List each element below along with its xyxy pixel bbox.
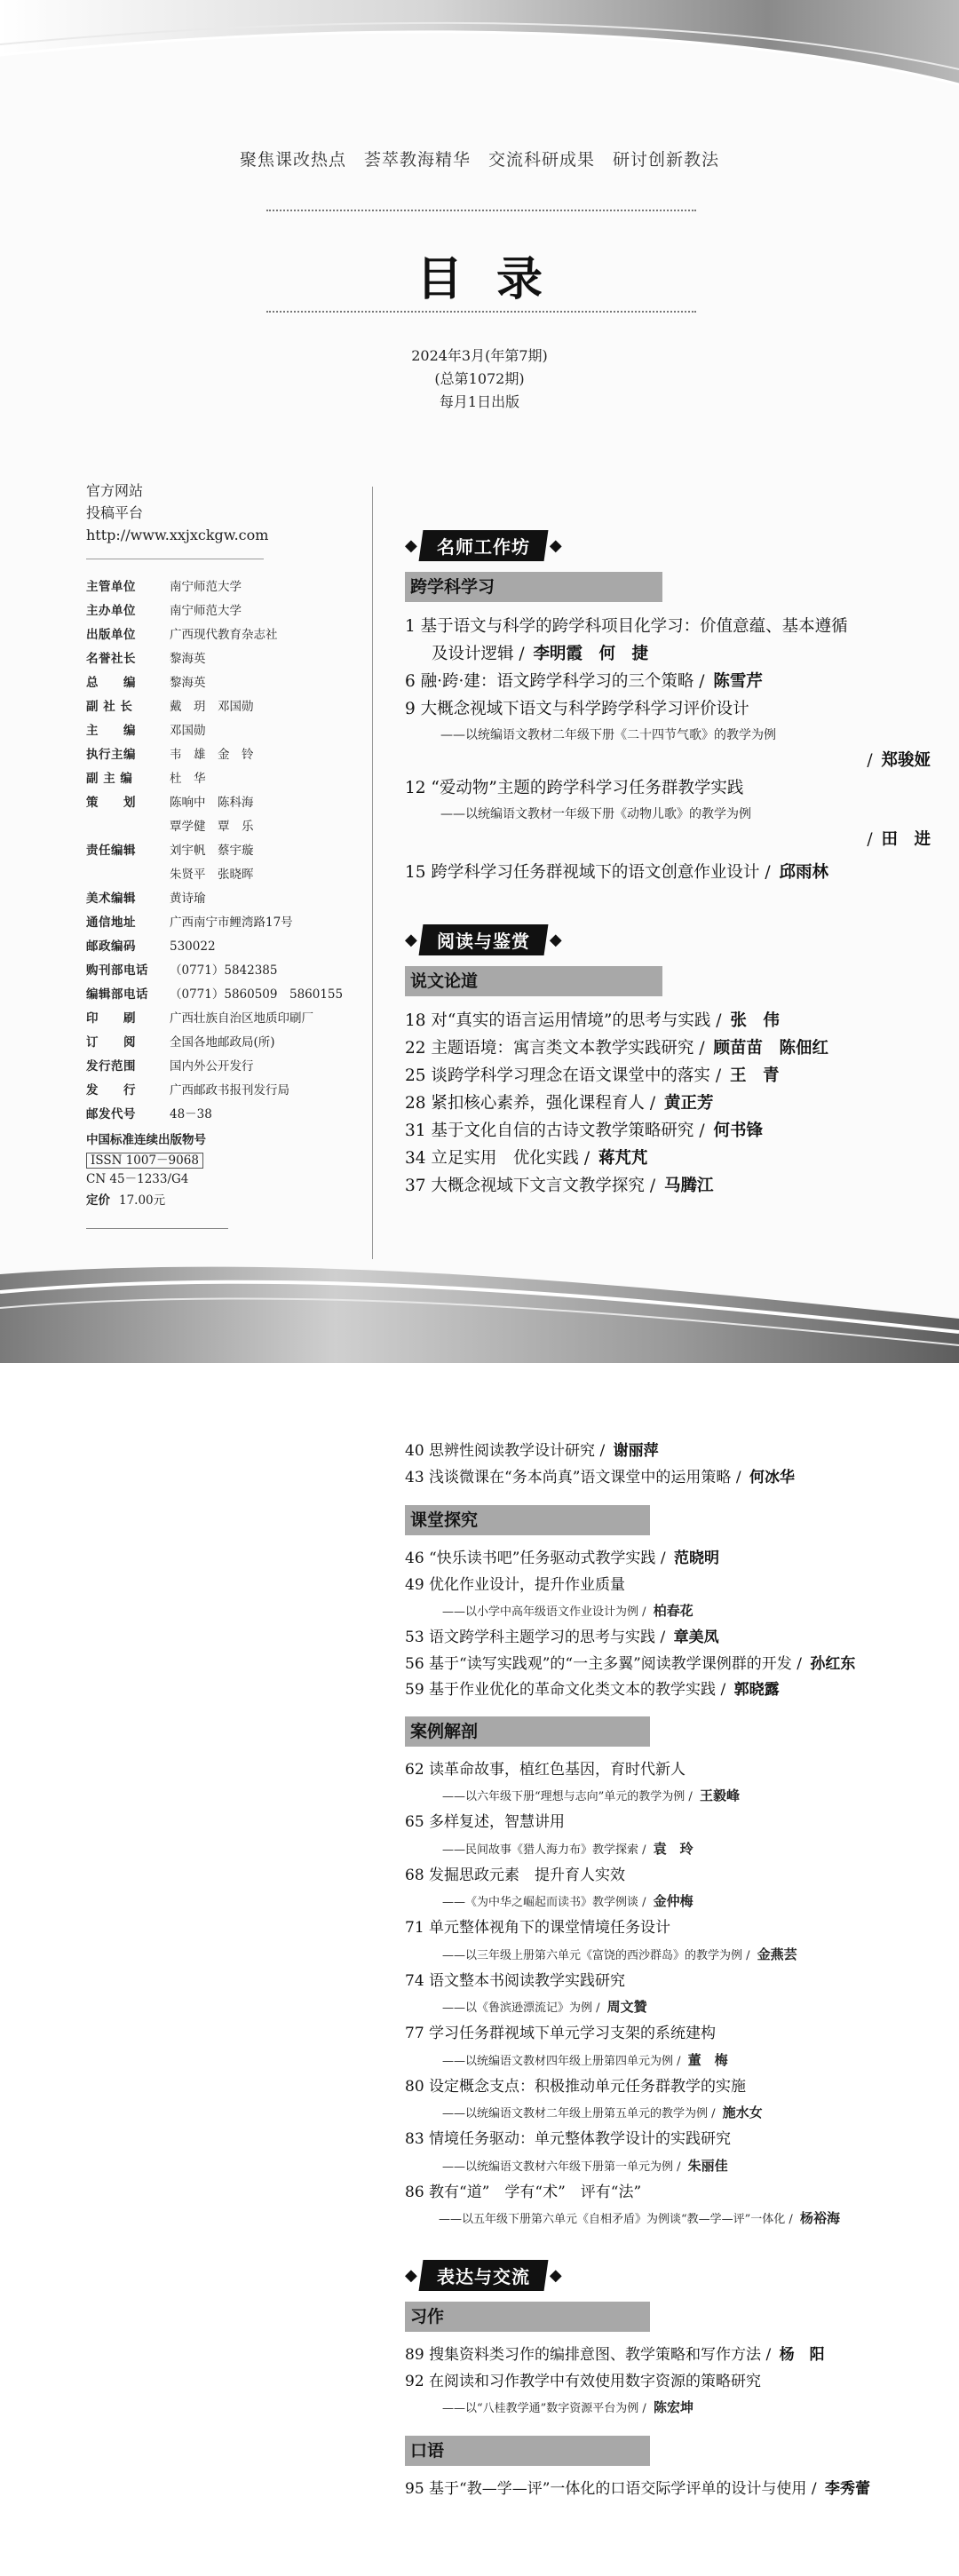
entry-title: 80 设定概念支点：积极推动单元任务群教学的实施 (405, 2077, 747, 2096)
toc-entry[interactable]: 22 主题语境：寓言类文本教学实践研究 / 顾苗苗 陈佃红 (405, 1039, 828, 1058)
masthead-rows (86, 575, 353, 1127)
masthead-row (86, 623, 353, 647)
diamond-icon: ◆ (405, 2265, 417, 2285)
toc-entry[interactable]: 6 融·跨·建：语文跨学科学习的三个策略 / 陈雪芹 (405, 672, 763, 691)
row-value: 邓国勋 (170, 724, 206, 738)
subsection-bar: 课堂探究 (405, 1505, 650, 1535)
diamond-icon: ◆ (405, 535, 417, 555)
issue-info (0, 345, 959, 414)
top-swoosh-decoration (0, 0, 959, 98)
row-key: 邮发代号 (86, 1107, 136, 1122)
entry-subtitle: ——以统编语文教材二年级下册《二十四节气歌》的教学为例 (440, 728, 776, 742)
toc-entry[interactable]: 15 跨学科学习任务群视域下的语文创意作业设计 / 邱雨林 (405, 863, 828, 882)
row-value: 南宁师范大学 (170, 580, 242, 594)
toc-entry[interactable] (405, 2369, 947, 2422)
entry-title: 71 单元整体视角下的课堂情境任务设计 (405, 1919, 671, 1937)
entry-title: 31 基于文化自信的古诗文教学策略研究 (405, 1122, 694, 1140)
masthead-row (86, 647, 353, 671)
row-key: 主 编 (86, 724, 136, 738)
column-banner (405, 923, 947, 955)
row-key: 副 主 编 (86, 772, 133, 786)
toc-entry[interactable]: 31 基于文化自信的古诗文教学策略研究 / 何书锋 (405, 1122, 763, 1140)
toc-entry[interactable] (405, 1573, 947, 1626)
entry-author: 周文贊 (606, 1999, 647, 2015)
masthead-row (86, 1031, 353, 1055)
entry-title: 65 多样复述，智慧讲用 (405, 1813, 566, 1831)
issue-schedule: 每月1日出版 (439, 393, 520, 410)
entry-author: 邱雨林 (779, 863, 828, 882)
divider (266, 311, 696, 313)
entry-title: 77 学习任务群视域下单元学习支架的系统建构 (405, 2025, 717, 2042)
entry-author: 柏春花 (653, 1603, 693, 1619)
masthead-row (86, 815, 353, 839)
entry-title-cont: 及设计逻辑 / 李明霞 何 捷 (432, 645, 649, 663)
column-banner (405, 529, 947, 561)
entry-author: 何书锋 (713, 1122, 763, 1140)
entry-subtitle: ——以六年级下册“理想与志向”单元的教学为例 / 王毅峰 (442, 1787, 740, 1803)
entry-author: 袁 玲 (653, 1840, 693, 1857)
entry-title: 62 读革命故事，植红色基因，育时代新人 (405, 1760, 686, 1779)
toc-entry[interactable] (405, 695, 947, 774)
toc-entry[interactable] (405, 1757, 947, 1811)
toc-entry[interactable] (405, 774, 947, 853)
diamond-icon: ◆ (549, 535, 562, 555)
toc-entry[interactable]: 37 大概念视域下文言文教学探究 / 马腾江 (405, 1177, 714, 1195)
entry-subtitle: ——以统编语文教材六年级下册第一单元为例 / 朱丽佳 (442, 2157, 728, 2174)
toc-entry[interactable]: 43 浅谈微课在“务本尚真”语文课堂中的运用策略 / 何冰华 (405, 1468, 795, 1486)
entry-author: 何冰华 (749, 1468, 795, 1486)
entry-author: 顾苗苗 陈佃红 (713, 1039, 828, 1058)
entry-author: 孙红东 (810, 1654, 856, 1673)
masthead-row (86, 1055, 353, 1079)
subsection-bar: 口语 (405, 2436, 650, 2466)
row-key: 购刊部电话 (86, 963, 148, 978)
row-value: 广西邮政书报刊发行局 (170, 1083, 289, 1098)
issn-number: ISSN 1007－9068 (86, 1153, 203, 1169)
entry-title: 53 语文跨学科主题学习的思考与实践 (405, 1629, 656, 1646)
row-key: 订 阅 (86, 1035, 136, 1050)
toc-entry[interactable] (405, 1810, 947, 1863)
diamond-icon: ◆ (405, 930, 417, 949)
entry-title: 18 对“真实的语言运用情境”的思考与实践 (405, 1011, 711, 1030)
toc-entry[interactable]: 40 思辨性阅读教学设计研究 / 谢丽萍 (405, 1442, 659, 1460)
entry-title: 46 “快乐读书吧”任务驱动式教学实践 (405, 1550, 656, 1567)
row-key: 执行主编 (86, 748, 136, 762)
row-value: 陈响中 陈科海 (170, 796, 254, 810)
row-value: 南宁师范大学 (170, 604, 242, 618)
entry-author: 李秀蕾 (824, 2480, 870, 2498)
price-label: 定价 (86, 1193, 110, 1208)
subsection-bar: 习作 (405, 2302, 650, 2332)
slogan: 聚焦课改热点 荟萃教海精华 交流科研成果 研讨创新教法 (239, 150, 719, 170)
toc-entry[interactable]: 34 立足实用 优化实践 / 蒋芃芃 (405, 1149, 648, 1168)
entry-author: 金燕芸 (757, 1946, 797, 1962)
subsection-bar: 说文论道 (405, 966, 662, 996)
entry-title: 25 谈跨学科学习理念在语文课堂中的落实 (405, 1066, 710, 1085)
toc-entry[interactable] (405, 1915, 947, 1969)
toc-entry[interactable]: 89 搜集资料类习作的编排意图、教学策略和写作方法 / 杨 阳 (405, 2346, 825, 2364)
toc-entry[interactable] (405, 2180, 947, 2233)
row-value: 刘宇帆 蔡宇璇 (170, 844, 254, 858)
row-value: 530022 (170, 939, 216, 954)
entry-title: 89 搜集资料类习作的编排意图、教学策略和写作方法 (405, 2346, 762, 2364)
issue-total: (总第1072期) (434, 370, 525, 387)
cn-number: CN 45－1233/G4 (86, 1172, 189, 1186)
page-title: 目录 (416, 252, 576, 306)
masthead-row (86, 1007, 353, 1031)
toc-entry[interactable]: 28 紧扣核心素养，强化课程育人 / 黄正芳 (405, 1094, 714, 1113)
row-key (86, 815, 170, 839)
row-key: 发行范围 (86, 1059, 136, 1074)
masthead-row (86, 935, 353, 959)
entry-title: 12 “爱动物”主题的跨学科学习任务群教学实践 (405, 779, 744, 797)
entry-author: 董 梅 (687, 2051, 728, 2068)
banner-label: 阅读与鉴赏 (436, 930, 530, 952)
row-key: 总 编 (86, 676, 136, 690)
row-key: 主办单位 (86, 604, 136, 618)
row-key (86, 863, 170, 887)
entry-subtitle: ——以《鲁滨逊漂流记》为例 / 周文贊 (442, 1999, 647, 2015)
masthead-row (86, 695, 353, 719)
row-key: 出版单位 (86, 628, 136, 642)
entry-author: 陈雪芹 (713, 672, 763, 691)
banner-ribbon (418, 530, 548, 561)
entry-author: 郭晓露 (733, 1681, 780, 1699)
row-key: 策 划 (86, 796, 136, 810)
masthead-row (86, 887, 353, 911)
price-value: 17.00元 (119, 1193, 166, 1208)
entry-title: 37 大概念视域下文言文教学探究 (405, 1177, 645, 1195)
entry-title: 92 在阅读和习作教学中有效使用数字资源的策略研究 (405, 2372, 762, 2390)
masthead-sidebar (86, 480, 353, 1229)
row-key: 美术编辑 (86, 892, 136, 906)
entry-author: 张 伟 (730, 1011, 780, 1030)
toc-entry[interactable] (405, 1969, 947, 2022)
divider (86, 1228, 228, 1229)
column-divider (372, 487, 373, 1259)
masthead-row (86, 1079, 353, 1103)
masthead-row (86, 575, 353, 599)
entry-subtitle: ——民间故事《猎人海力布》教学探索 / 袁 玲 (442, 1840, 693, 1857)
entry-subtitle: ——以统编语文教材一年级下册《动物儿歌》的教学为例 (440, 807, 751, 821)
entry-subtitle: ——《为中华之崛起而读书》教学例谈 / 金仲梅 (442, 1893, 693, 1909)
entry-title: 28 紧扣核心素养，强化课程育人 (405, 1094, 645, 1113)
entry-author: 朱丽佳 (687, 2157, 728, 2174)
toc-entry[interactable]: 56 基于“读写实践观”的“一主多翼”阅读教学课例群的开发 / 孙红东 (405, 1654, 856, 1673)
masthead-row (86, 911, 353, 935)
entry-title: 86 教有“道” 学有“术” 评有“法” (405, 2183, 642, 2201)
masthead-row (86, 671, 353, 695)
row-value: （0771）5860509 5860155 (170, 987, 344, 1002)
toc-column (405, 1439, 947, 2503)
subsection-bar: 案例解剖 (405, 1716, 650, 1747)
entry-subtitle: ——以小学中高年级语文作业设计为例 / 柏春花 (442, 1603, 693, 1619)
issue-date: 2024年3月(年第7期) (411, 347, 548, 364)
banner-ribbon (418, 924, 548, 955)
row-key: 副 社 长 (86, 700, 133, 714)
toc-entry[interactable] (405, 613, 947, 668)
entry-title: 40 思辨性阅读教学设计研究 (405, 1442, 596, 1460)
price (86, 1189, 353, 1212)
toc-entry[interactable] (405, 1863, 947, 1916)
row-key: 主管单位 (86, 580, 136, 594)
toc-entry[interactable]: 53 语文跨学科主题学习的思考与实践 / 章美凤 (405, 1629, 719, 1646)
row-key: 编辑部电话 (86, 987, 148, 1002)
toc-entry[interactable]: 59 基于作业优化的革命文化类文本的教学实践 / 郭晓露 (405, 1681, 780, 1699)
masthead-row (86, 863, 353, 887)
divider (266, 210, 696, 211)
toc-entry[interactable]: 25 谈跨学科学习理念在语文课堂中的落实 / 王 青 (405, 1066, 780, 1085)
entry-subtitle: ——以统编语文教材二年级上册第五单元的教学为例 / 施水女 (442, 2104, 763, 2120)
masthead-row (86, 1103, 353, 1127)
entry-author: 蒋芃芃 (598, 1149, 648, 1168)
masthead-row (86, 839, 353, 863)
row-key: 印 刷 (86, 1011, 136, 1026)
row-value: 韦 雄 金 铃 (170, 748, 254, 762)
entry-author: 田 进 (881, 830, 931, 849)
row-key: 名誉社长 (86, 652, 136, 666)
entry-author: 陈宏坤 (653, 2399, 693, 2415)
diamond-icon: ◆ (549, 930, 562, 949)
entry-title: 74 语文整本书阅读教学实践研究 (405, 1971, 626, 1990)
entry-subtitle: ——以“八桂教学通”数字资源平台为例 / 陈宏坤 (442, 2399, 693, 2415)
toc-column (405, 529, 947, 1200)
row-value: 黄诗瑜 (170, 892, 206, 906)
row-value: 覃学健 覃 乐 (170, 820, 254, 834)
row-value: 戴 玥 邓国勋 (170, 700, 254, 714)
row-value: 全国各地邮政局(所) (170, 1035, 275, 1050)
masthead-row (86, 791, 353, 815)
row-value: 广西南宁市鲤湾路17号 (170, 915, 293, 930)
site-url[interactable]: http://www.xxjxckgw.com (86, 527, 269, 543)
entry-title: 43 浅谈微课在“务本尚真”语文课堂中的运用策略 (405, 1468, 732, 1486)
entry-author: 黄正芳 (663, 1094, 714, 1113)
banner-label: 名师工作坊 (436, 535, 530, 558)
submit-label: 投稿平台 (86, 504, 144, 521)
masthead-row (86, 767, 353, 791)
entry-author: 马腾江 (663, 1177, 714, 1195)
row-value: （0771）5842385 (170, 963, 278, 978)
entry-title: 1 基于语文与科学的跨学科项目化学习：价值意蕴、基本遵循 (405, 617, 848, 636)
entry-title: 22 主题语境：寓言类文本教学实践研究 (405, 1039, 694, 1058)
column-banner (405, 2259, 947, 2291)
masthead-row (86, 743, 353, 767)
masthead-row (86, 599, 353, 623)
banner-label: 表达与交流 (436, 2265, 530, 2287)
row-value: 48－38 (170, 1107, 212, 1122)
masthead-row (86, 719, 353, 743)
entry-author: 杨 阳 (779, 2346, 825, 2364)
masthead-row (86, 983, 353, 1007)
entry-author: 范晓明 (673, 1550, 719, 1567)
row-key: 通信地址 (86, 915, 136, 930)
entry-author: 王 青 (729, 1066, 780, 1085)
entry-title: 83 情境任务驱动：单元整体教学设计的实践研究 (405, 2130, 732, 2148)
toc-entry[interactable]: 18 对“真实的语言运用情境”的思考与实践 / 张 伟 (405, 1011, 780, 1030)
entry-author-line: / 田 进 (867, 830, 931, 849)
entry-author-line: / 郑骏娅 (867, 751, 931, 770)
bottom-swoosh-decoration (0, 1256, 959, 1363)
toc-entry[interactable] (405, 2127, 947, 2180)
entry-title: 15 跨学科学习任务群视域下的语文创意作业设计 (405, 863, 760, 882)
toc-entry[interactable]: 46 “快乐读书吧”任务驱动式教学实践 / 范晓明 (405, 1550, 719, 1567)
masthead-row (86, 959, 353, 983)
std-serial-label: 中国标准连续出版物号 (86, 1133, 206, 1147)
diamond-icon: ◆ (549, 2265, 562, 2285)
issn (86, 1152, 353, 1170)
toc-entry[interactable] (405, 2074, 947, 2128)
entry-author: 王毅峰 (699, 1787, 740, 1803)
entry-subtitle: ——以三年级上册第六单元《富饶的西沙群岛》的教学为例 / 金燕芸 (442, 1946, 797, 1962)
row-value: 广西现代教育杂志社 (170, 628, 278, 642)
entry-author: 杨裕海 (799, 2210, 840, 2226)
entry-title: 49 优化作业设计，提升作业质量 (405, 1575, 626, 1594)
toc-entry[interactable] (405, 2021, 947, 2074)
row-value: 杜 华 (170, 772, 206, 786)
site-label: 官方网站 (86, 482, 144, 499)
row-key: 邮政编码 (86, 939, 136, 954)
entry-title: 59 基于作业优化的革命文化类文本的教学实践 (405, 1681, 717, 1699)
entry-subtitle: ——以五年级下册第六单元《自相矛盾》为例谈“教—学—评”一体化 / 杨裕海 (439, 2210, 840, 2226)
entry-title: 34 立足实用 优化实践 (405, 1149, 579, 1168)
entry-author: 谢丽萍 (613, 1442, 659, 1460)
row-key: 发 行 (86, 1083, 136, 1098)
entry-author: 施水女 (722, 2104, 763, 2120)
entry-author: 章美凤 (673, 1629, 719, 1646)
entry-subtitle: ——以统编语文教材四年级上册第四单元为例 / 董 梅 (442, 2051, 728, 2068)
entry-author: 郑骏娅 (881, 751, 931, 770)
toc-entry[interactable]: 95 基于“教—学—评”一体化的口语交际学评单的设计与使用 / 李秀蕾 (405, 2480, 870, 2498)
entry-title: 6 融·跨·建：语文跨学科学习的三个策略 (405, 672, 694, 691)
entry-title: 9 大概念视域下语文与科学跨学科学习评价设计 (405, 700, 749, 718)
entry-author: 金仲梅 (653, 1893, 693, 1909)
subsection-bar: 跨学科学习 (405, 572, 662, 602)
row-value: 国内外公开发行 (170, 1059, 254, 1074)
entry-title: 56 基于“读写实践观”的“一主多翼”阅读教学课例群的开发 (405, 1654, 792, 1673)
row-key: 责任编辑 (86, 844, 136, 858)
entry-author: 李明霞 何 捷 (533, 645, 649, 663)
banner-ribbon (418, 2260, 548, 2291)
entry-title: 95 基于“教—学—评”一体化的口语交际学评单的设计与使用 (405, 2480, 807, 2498)
row-value: 黎海英 (170, 676, 206, 690)
row-value: 朱贤平 张晓晖 (170, 868, 254, 882)
entry-title: 68 发掘思政元素 提升育人实效 (405, 1866, 626, 1884)
row-value: 黎海英 (170, 652, 206, 666)
row-value: 广西壮族自治区地质印刷厂 (170, 1011, 313, 1026)
